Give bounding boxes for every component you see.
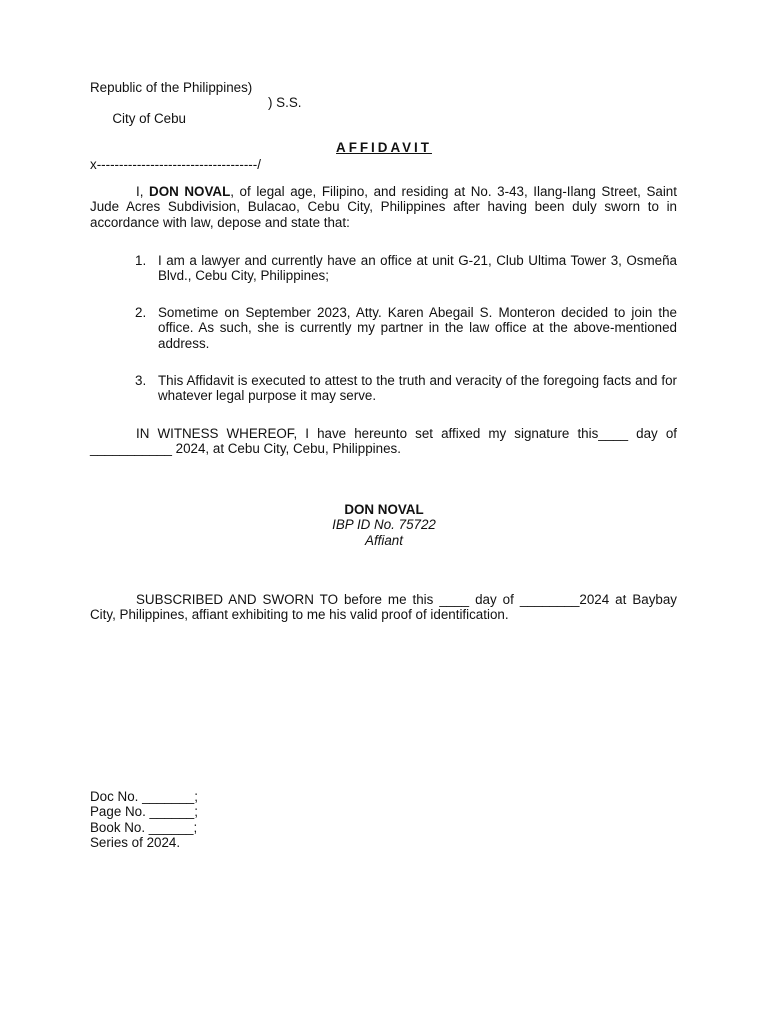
statement-text: Sometime on September 2023, Atty. Karen Abegail S. Monteron decided to join the office. As such, she is currently my partner in the law office at the above-mentioned address. [158,305,677,351]
intro-text: , of legal age, Filipino, and residing at No. 3-43, Ilang-Ilang Street, Saint Jude Acres Subdivision, Bulacao, Cebu City, Philippines after having been duly sworn to in accordance with law, depose and state that: [90,184,677,230]
statement-item [135,373,677,404]
jurat-paragraph: SUBSCRIBED AND SWORN TO before me this ____ day of ________2024 at Baybay City, Philippines, affiant exhibiting to me his valid proof of identification. [90,592,677,623]
statement-item [135,253,677,284]
venue-city: City of Cebu [112,110,187,126]
affiant-name-intro: DON NOVAL [149,184,231,199]
statement-text: I am a lawyer and currently have an office at unit G-21, Club Ultima Tower 3, Osmeña Blvd., Cebu City, Philippines; [158,253,677,284]
affiant-label: Affiant [365,532,403,548]
statement-item [135,305,677,351]
statement-number: 2. [135,305,147,320]
witness-paragraph: IN WITNESS WHEREOF, I have hereunto set affixed my signature this____ day of ___________ 2024, at Cebu City, Cebu, Philippines. [90,426,677,457]
notarial-register [90,789,677,851]
venue-republic: Republic of the Philippines) [90,80,253,95]
doc-number: Doc No. _______; [90,789,198,804]
page-number: Page No. ______; [90,804,198,820]
ibp-id: IBP ID No. 75722 [332,517,436,533]
intro-paragraph [90,184,677,230]
series-year: Series of 2024. [90,835,181,851]
statement-number: 1. [135,253,147,268]
statement-text: This Affidavit is executed to attest to the truth and veracity of the foregoing facts and for whatever legal purpose it may serve. [158,373,677,404]
venue-separator: x------------------------------------/ [90,157,261,173]
statement-number: 3. [135,373,147,388]
venue-ss: ) S.S. [268,95,302,111]
affiant-name: DON NOVAL [344,502,424,517]
document-title: AFFIDAVIT [336,140,432,155]
book-number: Book No. ______; [90,819,198,835]
signature-block [0,502,768,548]
venue-caption [90,80,677,172]
intro-prefix: I, [136,184,150,199]
